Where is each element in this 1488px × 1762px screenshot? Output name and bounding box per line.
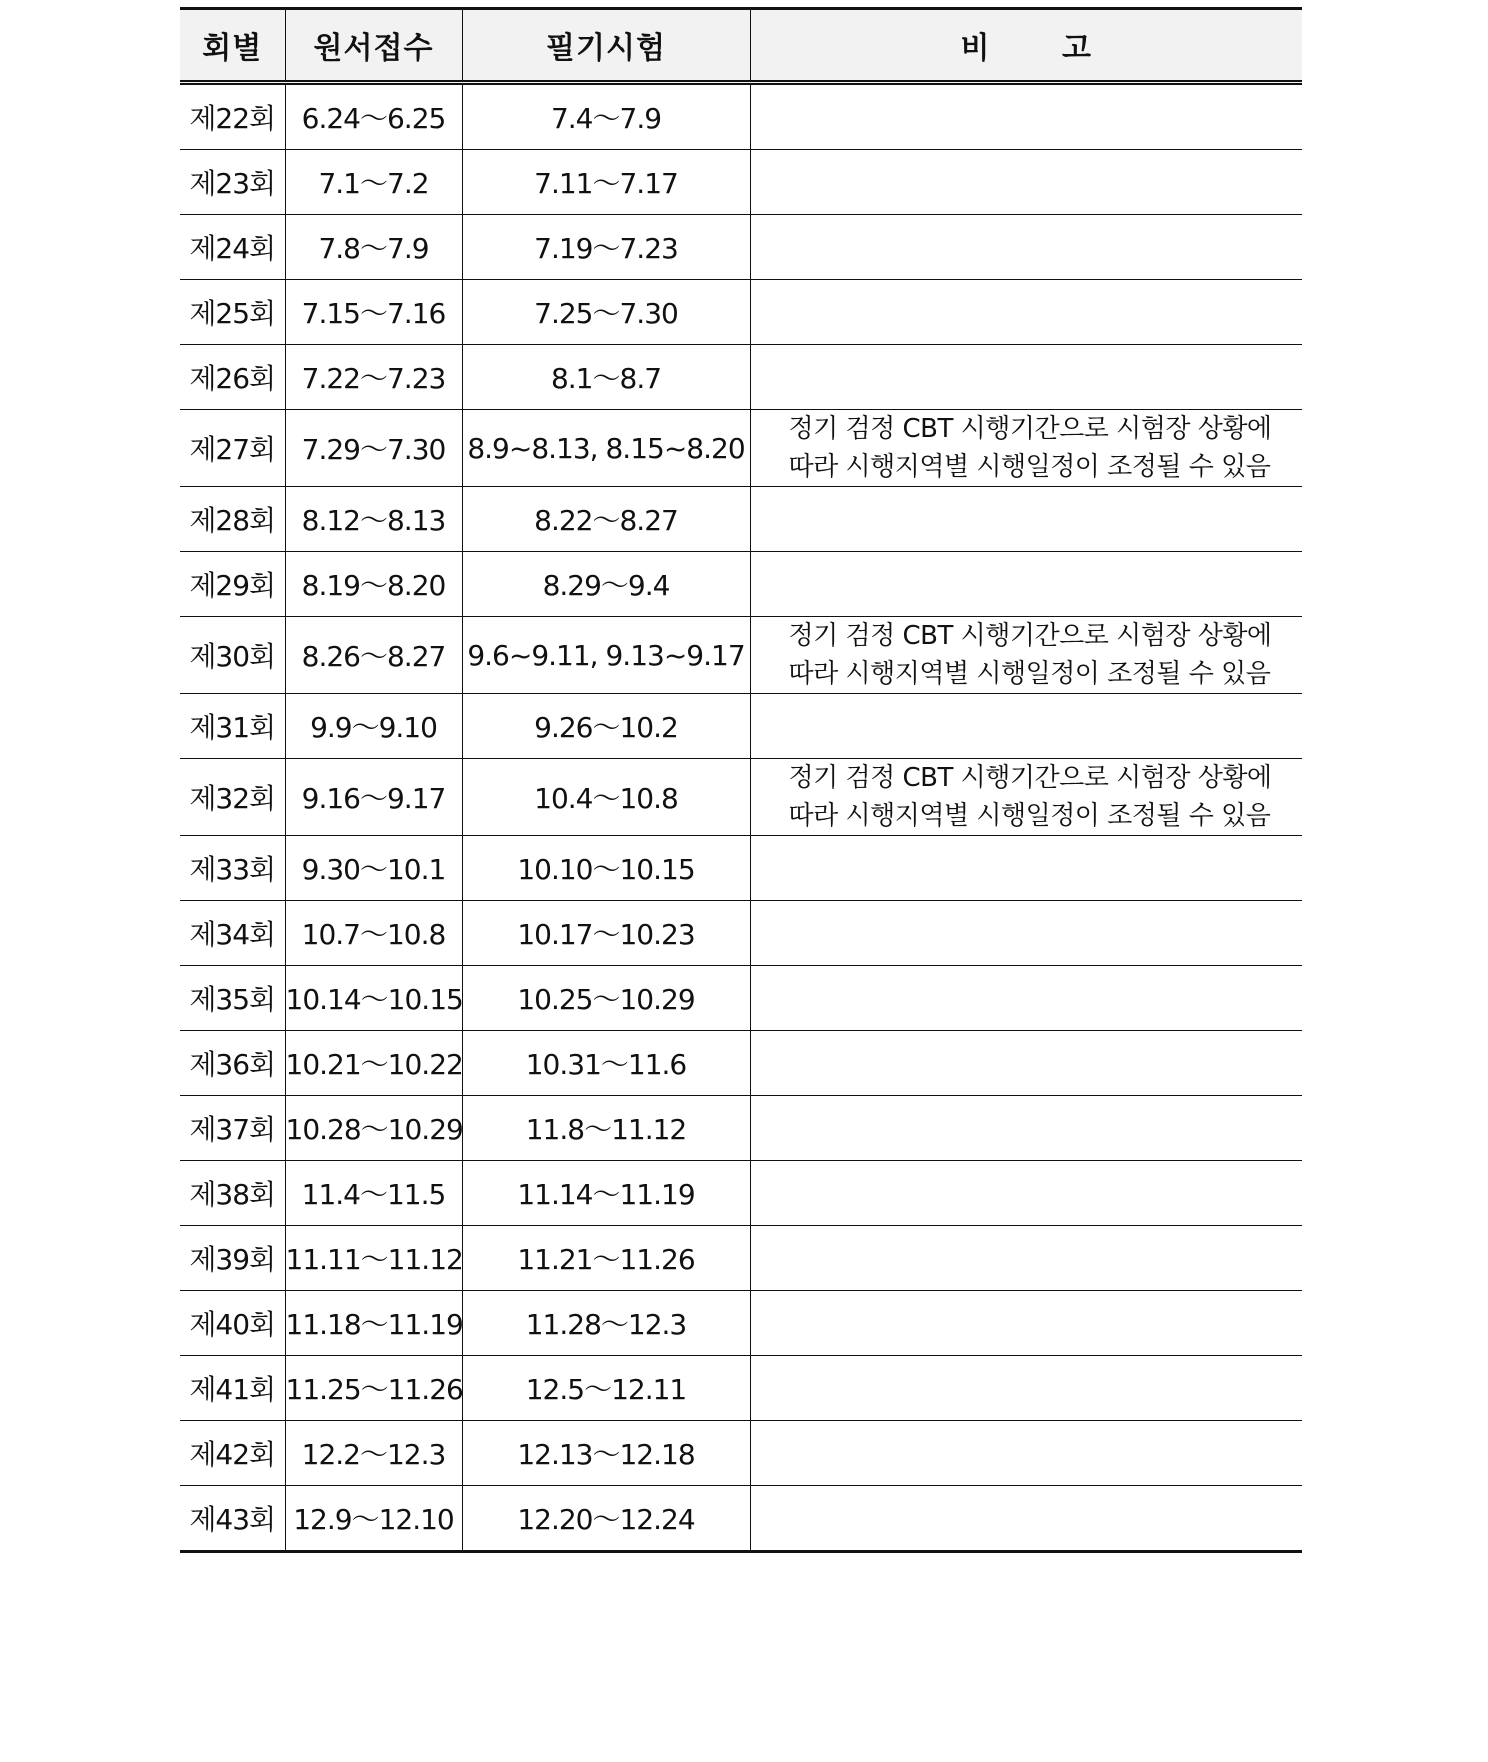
exam-cell: 7.4～7.9 [462,83,750,150]
exam-cell: 11.14～11.19 [462,1161,750,1226]
remarks-cell [750,83,1302,150]
exam-cell: 7.25～7.30 [462,280,750,345]
application-cell: 8.12～8.13 [285,487,462,552]
round-cell: 제25회 [180,280,285,345]
table-row [180,552,1302,617]
application-cell: 12.9～12.10 [285,1486,462,1552]
remarks-cell [750,836,1302,901]
exam-cell: 7.11～7.17 [462,150,750,215]
exam-cell: 7.19～7.23 [462,215,750,280]
table-row [180,901,1302,966]
round-cell: 제33회 [180,836,285,901]
remarks-line: 정기 검정 CBT 시행기간으로 시험장 상황에 [788,763,1272,793]
remarks-line: 따라 시행지역별 시행일정이 조정될 수 있음 [788,659,1271,689]
header-row [180,9,1302,83]
round-cell: 제29회 [180,552,285,617]
application-cell: 10.28～10.29 [285,1096,462,1161]
remarks-cell [750,759,1302,836]
remarks-cell [750,901,1302,966]
header-remarks: 비 고 [750,9,1302,83]
exam-cell: 11.21～11.26 [462,1226,750,1291]
exam-cell: 10.10～10.15 [462,836,750,901]
remarks-cell [750,1161,1302,1226]
remarks-line: 따라 시행지역별 시행일정이 조정될 수 있음 [788,452,1271,482]
remarks-cell [750,150,1302,215]
header-written-exam: 필기시험 [462,9,750,83]
table-row [180,1096,1302,1161]
header-round: 회별 [180,9,285,83]
table-row [180,1356,1302,1421]
remarks-cell [750,966,1302,1031]
exam-cell: 12.5～12.11 [462,1356,750,1421]
application-cell: 8.19～8.20 [285,552,462,617]
exam-schedule-table [180,7,1302,1553]
table-row [180,150,1302,215]
application-cell: 7.1～7.2 [285,150,462,215]
round-cell: 제38회 [180,1161,285,1226]
remarks-cell [750,280,1302,345]
table-row [180,487,1302,552]
application-cell: 11.18～11.19 [285,1291,462,1356]
application-cell: 9.30～10.1 [285,836,462,901]
remarks-cell [750,552,1302,617]
remarks-cell [750,487,1302,552]
remarks-cell [750,215,1302,280]
exam-cell: 9.26～10.2 [462,694,750,759]
round-cell: 제40회 [180,1291,285,1356]
remarks-cell [750,1356,1302,1421]
exam-cell: 12.20～12.24 [462,1486,750,1552]
application-cell: 6.24～6.25 [285,83,462,150]
application-cell: 9.9～9.10 [285,694,462,759]
exam-cell: 10.4～10.8 [462,759,750,836]
application-cell: 7.8～7.9 [285,215,462,280]
remarks-cell [750,1031,1302,1096]
table-row [180,759,1302,836]
round-cell: 제34회 [180,901,285,966]
application-cell: 11.25～11.26 [285,1356,462,1421]
remarks-line: 따라 시행지역별 시행일정이 조정될 수 있음 [788,801,1271,831]
table-row [180,83,1302,150]
application-cell: 10.7～10.8 [285,901,462,966]
table-row [180,1421,1302,1486]
table-row [180,694,1302,759]
exam-cell: 11.28～12.3 [462,1291,750,1356]
remarks-cell [750,410,1302,487]
round-cell: 제43회 [180,1486,285,1552]
round-cell: 제35회 [180,966,285,1031]
application-cell: 7.15～7.16 [285,280,462,345]
exam-cell: 12.13～12.18 [462,1421,750,1486]
table-row [180,1291,1302,1356]
round-cell: 제27회 [180,410,285,487]
remarks-line: 정기 검정 CBT 시행기간으로 시험장 상황에 [788,414,1272,444]
round-cell: 제41회 [180,1356,285,1421]
remarks-cell [750,1096,1302,1161]
round-cell: 제39회 [180,1226,285,1291]
application-cell: 9.16～9.17 [285,759,462,836]
exam-cell: 8.1～8.7 [462,345,750,410]
exam-cell: 8.22～8.27 [462,487,750,552]
round-cell: 제42회 [180,1421,285,1486]
round-cell: 제23회 [180,150,285,215]
table-row [180,1486,1302,1552]
remarks-cell [750,694,1302,759]
application-cell: 10.21～10.22 [285,1031,462,1096]
table-row [180,836,1302,901]
round-cell: 제26회 [180,345,285,410]
table-row [180,280,1302,345]
remarks-cell [750,1291,1302,1356]
table-row [180,966,1302,1031]
table-row [180,410,1302,487]
table-row [180,1226,1302,1291]
round-cell: 제28회 [180,487,285,552]
application-cell: 7.29～7.30 [285,410,462,487]
exam-cell: 8.29～9.4 [462,552,750,617]
exam-cell: 8.9~8.13, 8.15~8.20 [462,410,750,487]
application-cell: 7.22～7.23 [285,345,462,410]
table-row [180,1031,1302,1096]
application-cell: 11.11～11.12 [285,1226,462,1291]
remarks-cell [750,1421,1302,1486]
table-row [180,1161,1302,1226]
header-application: 원서접수 [285,9,462,83]
exam-cell: 9.6~9.11, 9.13~9.17 [462,617,750,694]
round-cell: 제37회 [180,1096,285,1161]
round-cell: 제36회 [180,1031,285,1096]
remarks-line: 정기 검정 CBT 시행기간으로 시험장 상황에 [788,621,1272,651]
exam-cell: 11.8～11.12 [462,1096,750,1161]
application-cell: 12.2～12.3 [285,1421,462,1486]
remarks-cell [750,345,1302,410]
table-row [180,617,1302,694]
round-cell: 제22회 [180,83,285,150]
exam-cell: 10.25～10.29 [462,966,750,1031]
exam-cell: 10.17～10.23 [462,901,750,966]
exam-cell: 10.31～11.6 [462,1031,750,1096]
round-cell: 제31회 [180,694,285,759]
round-cell: 제32회 [180,759,285,836]
application-cell: 10.14～10.15 [285,966,462,1031]
remarks-cell [750,617,1302,694]
application-cell: 8.26～8.27 [285,617,462,694]
round-cell: 제30회 [180,617,285,694]
table-row [180,345,1302,410]
round-cell: 제24회 [180,215,285,280]
application-cell: 11.4～11.5 [285,1161,462,1226]
table-row [180,215,1302,280]
remarks-cell [750,1486,1302,1552]
remarks-cell [750,1226,1302,1291]
